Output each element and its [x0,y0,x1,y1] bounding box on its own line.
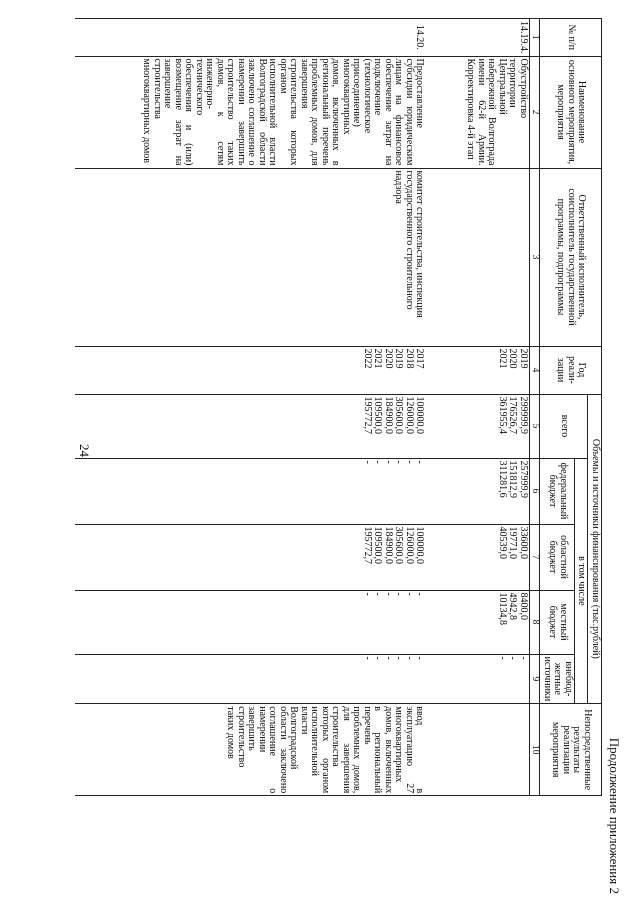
row-years-value: 2021 [372,348,384,369]
row-regional-value: 33600,0 [517,526,529,559]
header-results: Непосредственные результаты реализации мероприятия [540,704,602,796]
financing-table [75,18,602,796]
header-extrabudget: внебюд-жетные источники [540,654,575,704]
row-years-value: 2022 [361,348,373,369]
table-row [425,19,529,796]
row-result [425,704,529,796]
row-local-value: - [382,592,394,596]
row-total-value: 195772,7 [361,396,373,434]
row-years-value: 2017 [414,348,426,369]
row-local [425,590,529,654]
row-extra-value: - [403,656,415,660]
row-years-value: 2019 [517,348,529,369]
header-num: № п/п [540,19,602,57]
row-regional-value: 305600,0 [393,526,405,564]
header-financing-group: Объемы и источники финансирования (тыс.рублей) [588,394,602,704]
row-local-value: - [403,592,415,596]
row-regional-value: 184900,0 [382,526,394,564]
row-federal-value: 257999,9 [517,460,529,498]
row-federal-value: - [382,460,394,464]
header-row-1 [588,19,602,796]
table-body [75,19,529,796]
row-years-value: 2020 [382,348,394,369]
row-federal-value: - [393,460,405,464]
page-number: 24 [77,444,92,457]
header-in-that-number: в том числе [575,458,589,704]
row-years-value: 2019 [393,348,405,369]
row-local [75,590,425,654]
row-local-value: - [393,592,405,596]
row-extra-value: - [361,656,373,660]
row-executor: комитет строительства, инспекция государственного строительного надзора [75,168,425,346]
column-number: 8 [529,590,540,654]
table-row [75,19,425,796]
column-number: 7 [529,524,540,590]
column-number: 6 [529,458,540,524]
row-regional-value: 126000,0 [403,526,415,564]
row-regional-value: 19771,0 [507,526,519,559]
row-local-value: 4942,8 [507,592,519,620]
row-extra-value: - [393,656,405,660]
row-total-value: 176526,7 [507,396,519,434]
row-total-value: 305600,0 [393,396,405,434]
row-total-value: 100000,0 [414,396,426,434]
column-number: 2 [529,56,540,168]
row-name: Обустройство территории Центральной набережной Волгограда имени 62-й Армии. Корректировка 4-й этап [425,56,529,168]
header-executor: Ответственный исполнитель, соисполнитель государственной программы, подпрограммы [540,168,602,346]
row-local-value: - [361,592,373,596]
row-local-value: - [372,592,384,596]
row-total-value: 361955,4 [496,396,508,434]
row-total-value: 109500,0 [372,396,384,434]
row-total-value: 184900,0 [382,396,394,434]
row-federal-value: - [403,460,415,464]
row-extra-value: - [382,656,394,660]
column-number: 4 [529,346,540,394]
row-years-value: 2020 [507,348,519,369]
column-number: 9 [529,654,540,704]
column-number: 10 [529,704,540,796]
row-total [425,394,529,458]
row-years [425,346,529,394]
header-total: всего [540,394,588,458]
row-years-value: 2021 [496,348,508,369]
column-number: 1 [529,19,540,57]
row-executor [425,168,529,346]
row-extra-value: - [507,656,519,660]
row-regional [75,524,425,590]
header-local: местный бюджет [540,590,575,654]
header-regional: областной бюджет [540,524,575,590]
row-total-value: 299999,9 [517,396,529,434]
row-extra-value: - [496,656,508,660]
row-extra-value: - [372,656,384,660]
row-years-value: 2018 [403,348,415,369]
row-extra [425,654,529,704]
row-federal-value: - [414,460,426,464]
header-year: Год реали-зации [540,346,602,394]
row-extra-value: - [414,656,426,660]
continuation-title: Продолжение приложения 2 [607,737,622,894]
row-local-value: 10134,8 [496,592,508,625]
row-name: Предоставление субсидии юридическим лицам на финансовое обеспечение затрат на подключение (технологическое присоединение) многоквартирных домов, включенных в региональный перечень проблемных домов, для завершения строительства которых органом исполнительной власти Волгоградской области заключено соглашение о намерении завершить строительство таких домов, к сетям инженерно-технического обеспечения и (или) возмещение затрат на завершение строительства многоквартирных домов [75,56,425,168]
row-total-value: 126000,0 [403,396,415,434]
column-number: 5 [529,394,540,458]
row-regional-value: 109500,0 [372,526,384,564]
row-result: ввод в эксплуатацию 27 многоквартирных домов, включенных в региональный перечень проблемных домов, для завершения строительства которых органом исполнительной власти Волгоградской области заключено соглашение о намерении завершить строительство таких домов [75,704,425,796]
row-total [75,394,425,458]
row-regional-value: 100000,0 [414,526,426,564]
header-federal: федеральный бюджет [540,458,575,524]
header-name: Наименование основного мероприятия, мероприятия [540,56,602,168]
row-regional [425,524,529,590]
row-federal-value: - [372,460,384,464]
row-number: 14.20. [75,19,425,57]
row-local-value: 8400,0 [517,592,529,620]
column-number: 3 [529,168,540,346]
row-extra [75,654,425,704]
row-federal-value: 151812,9 [507,460,519,498]
row-federal [75,458,425,524]
row-years [75,346,425,394]
row-federal-value: - [361,460,373,464]
column-number-row [529,19,540,796]
row-regional-value: 195772,7 [361,526,373,564]
row-federal [425,458,529,524]
row-federal-value: 311281,6 [496,460,508,498]
row-regional-value: 40539,0 [496,526,508,559]
row-number: 14.19.4. [425,19,529,57]
rotated-page-content [122,8,622,898]
row-extra-value: - [517,656,529,660]
row-local-value: - [414,592,426,596]
